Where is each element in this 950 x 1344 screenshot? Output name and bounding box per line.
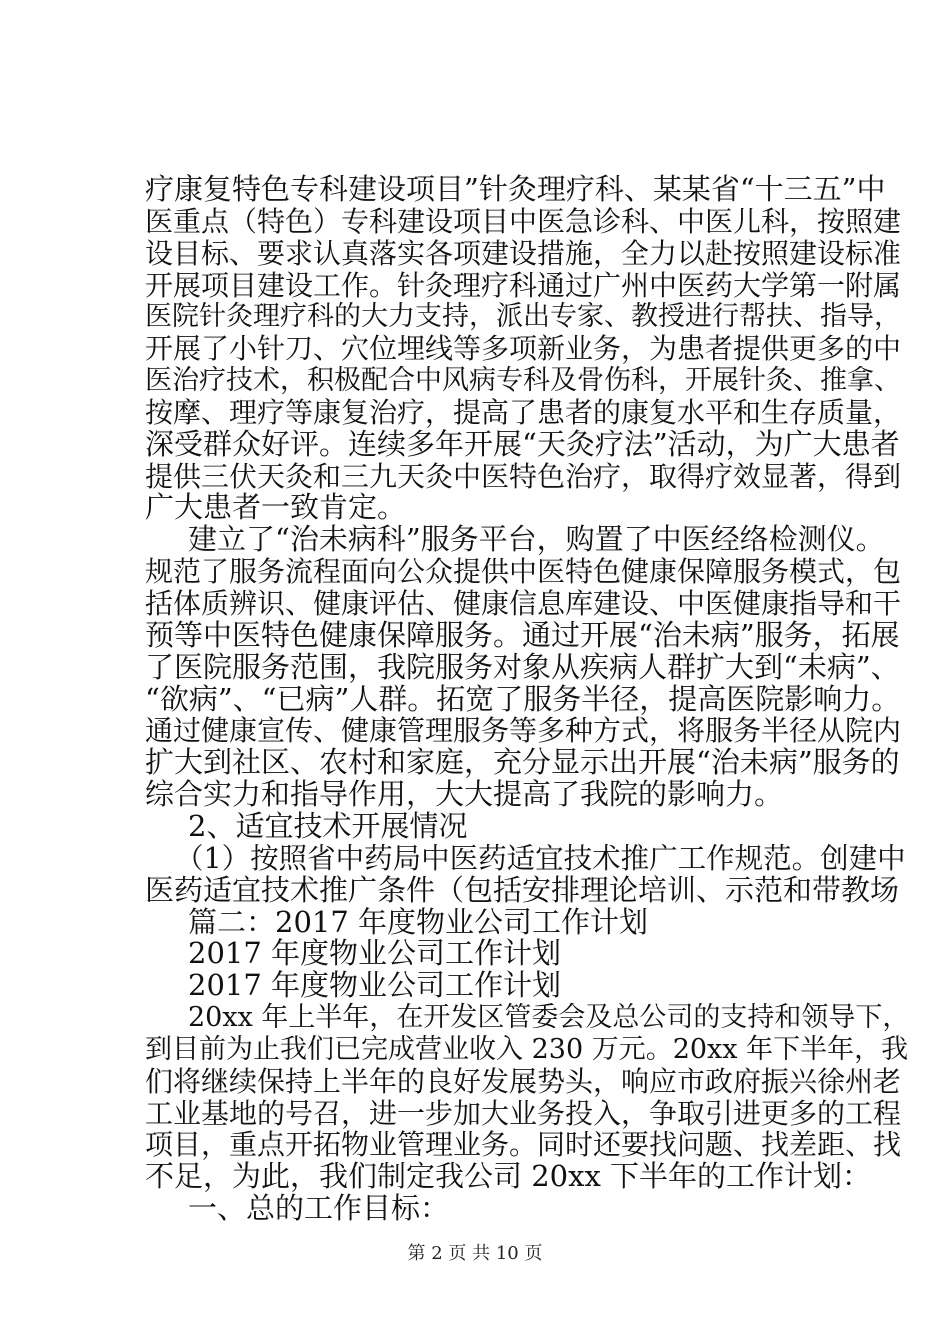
body-text-line: 通过健康宣传、健康管理服务等多种方式，将服务半径从院内	[145, 714, 902, 747]
body-text-line: 医药适宜技术推广条件（包括安排理论培训、示范和带教场	[145, 873, 900, 907]
body-text-line: 广大患者一致肯定。	[145, 490, 407, 524]
chapter-heading: 篇二：2017 年度物业公司工作计划	[188, 905, 649, 939]
body-text-line: 开展项目建设工作。针灸理疗科通过广州中医药大学第一附属	[145, 269, 902, 302]
paragraph-first-line: 20xx 年上半年，在开发区管委会及总公司的支持和领导下，	[188, 1002, 910, 1033]
body-text-line: 医重点（特色）专科建设项目中医急诊科、中医儿科，按照建	[145, 205, 902, 238]
paragraph-first-line: 建立了“治未病科”服务平台，购置了中医经络检测仪。	[188, 522, 885, 556]
body-text-line: 医治疗技术，积极配合中风病专科及骨伤科，开展针灸、推拿、	[145, 365, 901, 396]
body-text-line: 设目标、要求认真落实各项建设措施，全力以赴按照建设标准	[145, 237, 902, 270]
page-number-footer: 第 2 页 共 10 页	[407, 1243, 543, 1264]
body-text-line: 项目，重点开拓物业管理业务。同时还要找问题、找差距、找	[145, 1128, 902, 1161]
body-text-line: 括体质辨识、健康评估、健康信息库建设、中医健康指导和干	[145, 587, 902, 620]
document-title: 2017 年度物业公司工作计划	[188, 936, 562, 970]
body-text-line: 深受群众好评。连续多年开展“天灸疗法”活动，为广大患者	[145, 427, 900, 461]
body-text-line: 开展了小针刀、穴位埋线等多项新业务，为患者提供更多的中	[145, 332, 902, 365]
body-text-line: 工业基地的号召，进一步加大业务投入，争取引进更多的工程	[145, 1097, 902, 1130]
body-text-line: 提供三伏天灸和三九天灸中医特色治疗，取得疗效显著，得到	[145, 460, 902, 493]
body-text-line: 医院针灸理疗科的大力支持，派出专家、教授进行帮扶、指导，	[145, 301, 901, 332]
body-text-line: 了医院服务范围，我院服务对象从疾病人群扩大到“未病”、	[145, 650, 900, 684]
body-text-line: “欲病”、“已病”人群。拓宽了服务半径，提高医院影响力。	[145, 682, 901, 716]
body-text-line: 到目前为止我们已完成营业收入 230 万元。20xx 年下半年，我	[145, 1034, 909, 1065]
paragraph-first-line: （1）按照省中药局中医药适宜技术推广工作规范。创建中	[175, 842, 906, 875]
body-text-line: 预等中医特色健康保障服务。通过开展“治未病”服务，拓展	[145, 618, 900, 652]
body-text-line: 们将继续保持上半年的良好发展势头，响应市政府振兴徐州老	[145, 1065, 902, 1098]
body-text-line: 按摩、理疗等康复治疗，提高了患者的康复水平和生存质量，	[145, 396, 902, 429]
section-heading: 一、总的工作目标：	[188, 1191, 450, 1225]
section-heading: 2、适宜技术开展情况	[188, 809, 468, 843]
body-text-line: 不足，为此，我们制定我公司 20xx 下半年的工作计划：	[145, 1159, 872, 1193]
body-text-line: 综合实力和指导作用，大大提高了我院的影响力。	[145, 777, 784, 811]
body-text-line: 扩大到社区、农村和家庭，充分显示出开展“治未病”服务的	[145, 745, 900, 779]
document-title: 2017 年度物业公司工作计划	[188, 968, 562, 1002]
body-text-line: 规范了服务流程面向公众提供中医特色健康保障服务模式，包	[145, 555, 902, 588]
body-text-line: 疗康复特色专科建设项目”针灸理疗科、某某省“十三五”中	[145, 172, 886, 206]
